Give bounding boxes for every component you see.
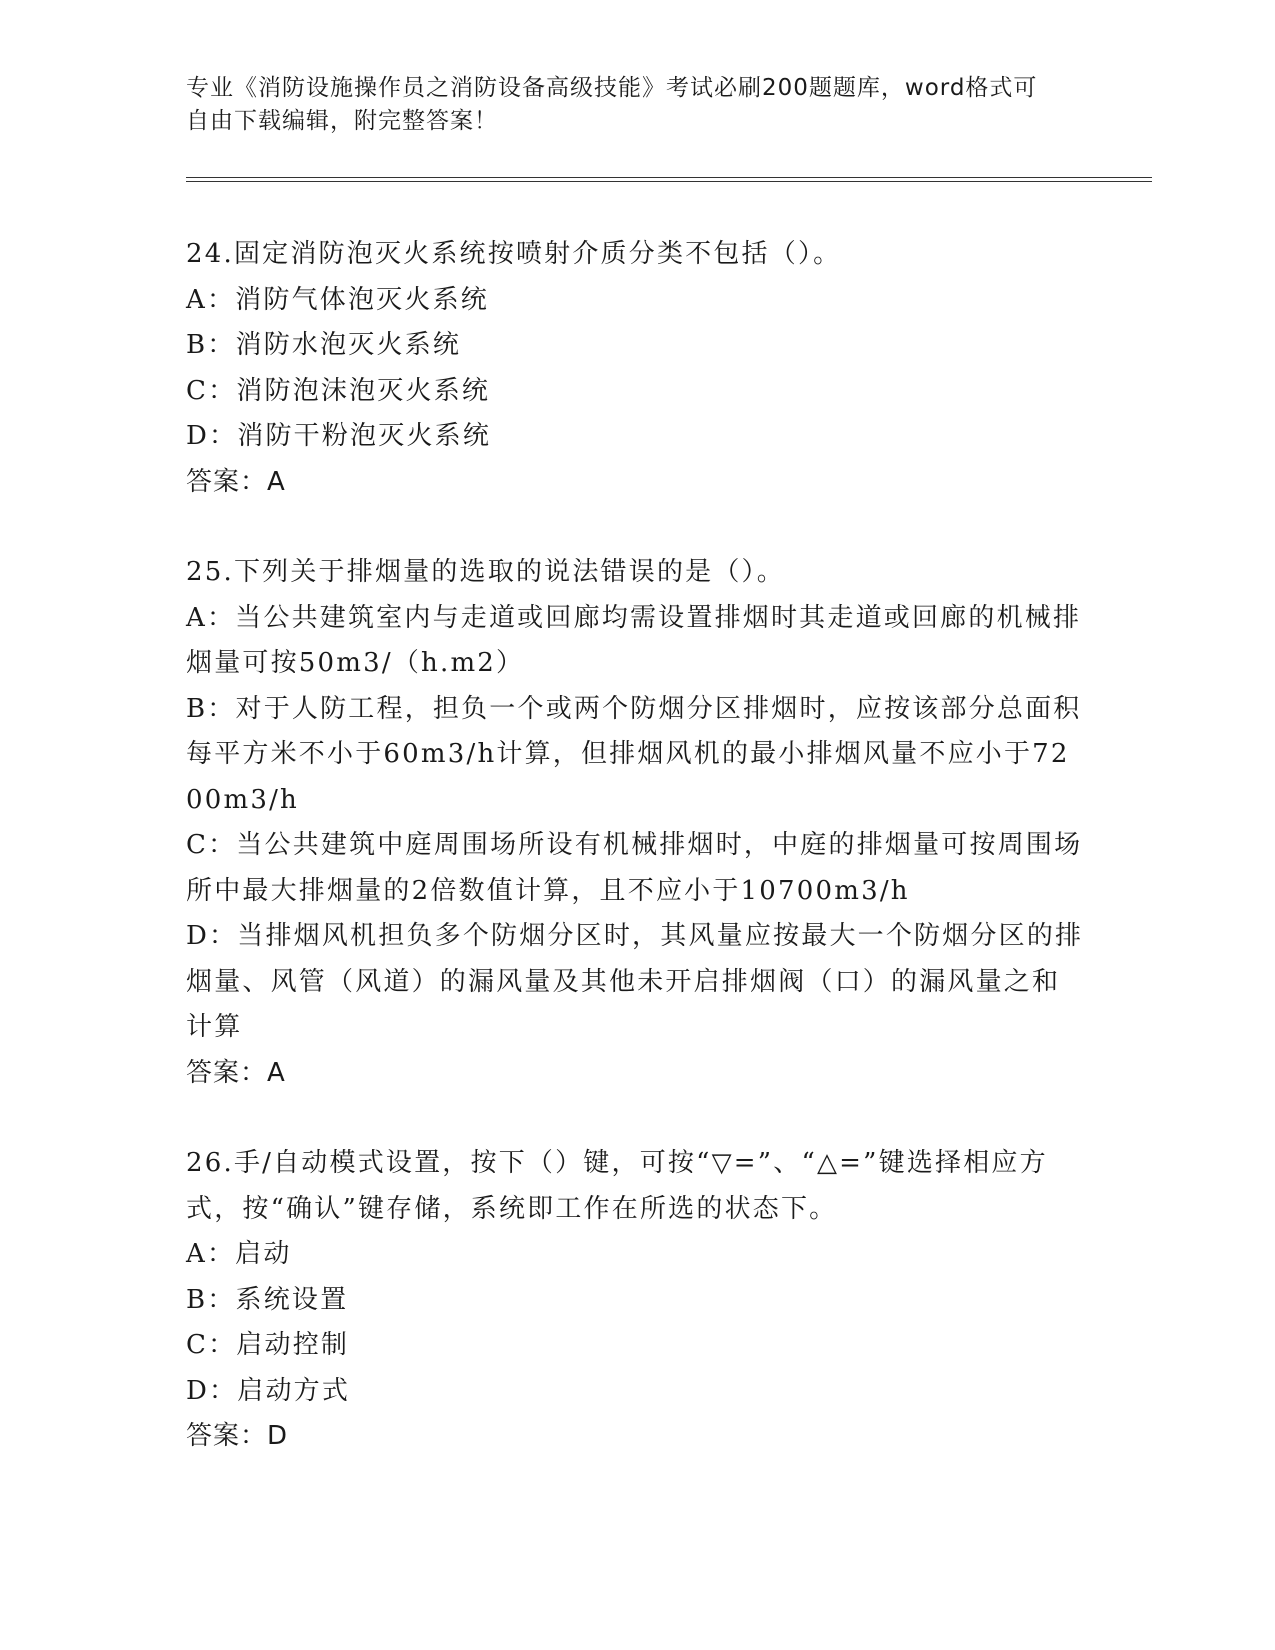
option-c: C：启动控制: [186, 1330, 350, 1360]
option-b: B：系统设置: [186, 1284, 349, 1315]
question-25: [186, 550, 1086, 1096]
option-d: D：当排烟风机担负多个防烟分区时，其风量应按最大一个防烟分区的排烟量、风管（风道）的漏风量及其他未开启排烟阀（口）的漏风量之和计算: [186, 921, 1084, 1042]
header-line-1: 专业《消防设施操作员之消防设备高级技能》考试必刷200题题库，word格式可: [186, 75, 1038, 101]
option-a: A：消防气体泡灭火系统: [186, 284, 489, 315]
option-a: A：当公共建筑室内与走道或回廊均需设置排烟时其走道或回廊的机械排烟量可按50m3/（h.m2）: [186, 602, 1082, 678]
option-c: C：当公共建筑中庭周围场所设有机械排烟时，中庭的排烟量可按周围场所中最大排烟量的2倍数值计算，且不应小于10700m3/h: [186, 830, 1083, 906]
question-stem: 24.固定消防泡灭火系统按喷射介质分类不包括（）。: [186, 239, 842, 269]
answer: 答案：A: [186, 466, 286, 497]
header-line-2: 自由下载编辑，附完整答案！: [186, 108, 498, 134]
question-24: [186, 232, 1086, 505]
option-d: D：消防干粉泡灭火系统: [186, 421, 492, 451]
question-list: [186, 232, 1086, 1505]
option-a: A：启动: [186, 1239, 292, 1269]
option-b: B：对于人防工程，担负一个或两个防烟分区排烟时，应按该部分总面积每平方米不小于60m3/h计算，但排烟风机的最小排烟风量不应小于7200m3/h: [186, 693, 1082, 815]
page-header: [186, 72, 1076, 138]
option-b: B：消防水泡灭火系统: [186, 330, 462, 360]
question-stem: 25.下列关于排烟量的选取的说法错误的是（）。: [186, 557, 785, 587]
header-divider: [186, 177, 1152, 182]
option-d: D：启动方式: [186, 1375, 351, 1406]
answer: 答案：A: [186, 1057, 286, 1088]
option-c: C：消防泡沫泡灭火系统: [186, 375, 491, 406]
question-26: [186, 1141, 1086, 1460]
answer: 答案：D: [186, 1421, 289, 1451]
question-stem: 26.手/自动模式设置，按下（）键，可按“▽=”、“△=”键选择相应方式，按“确认”键存储，系统即工作在所选的状态下。: [186, 1148, 1048, 1224]
